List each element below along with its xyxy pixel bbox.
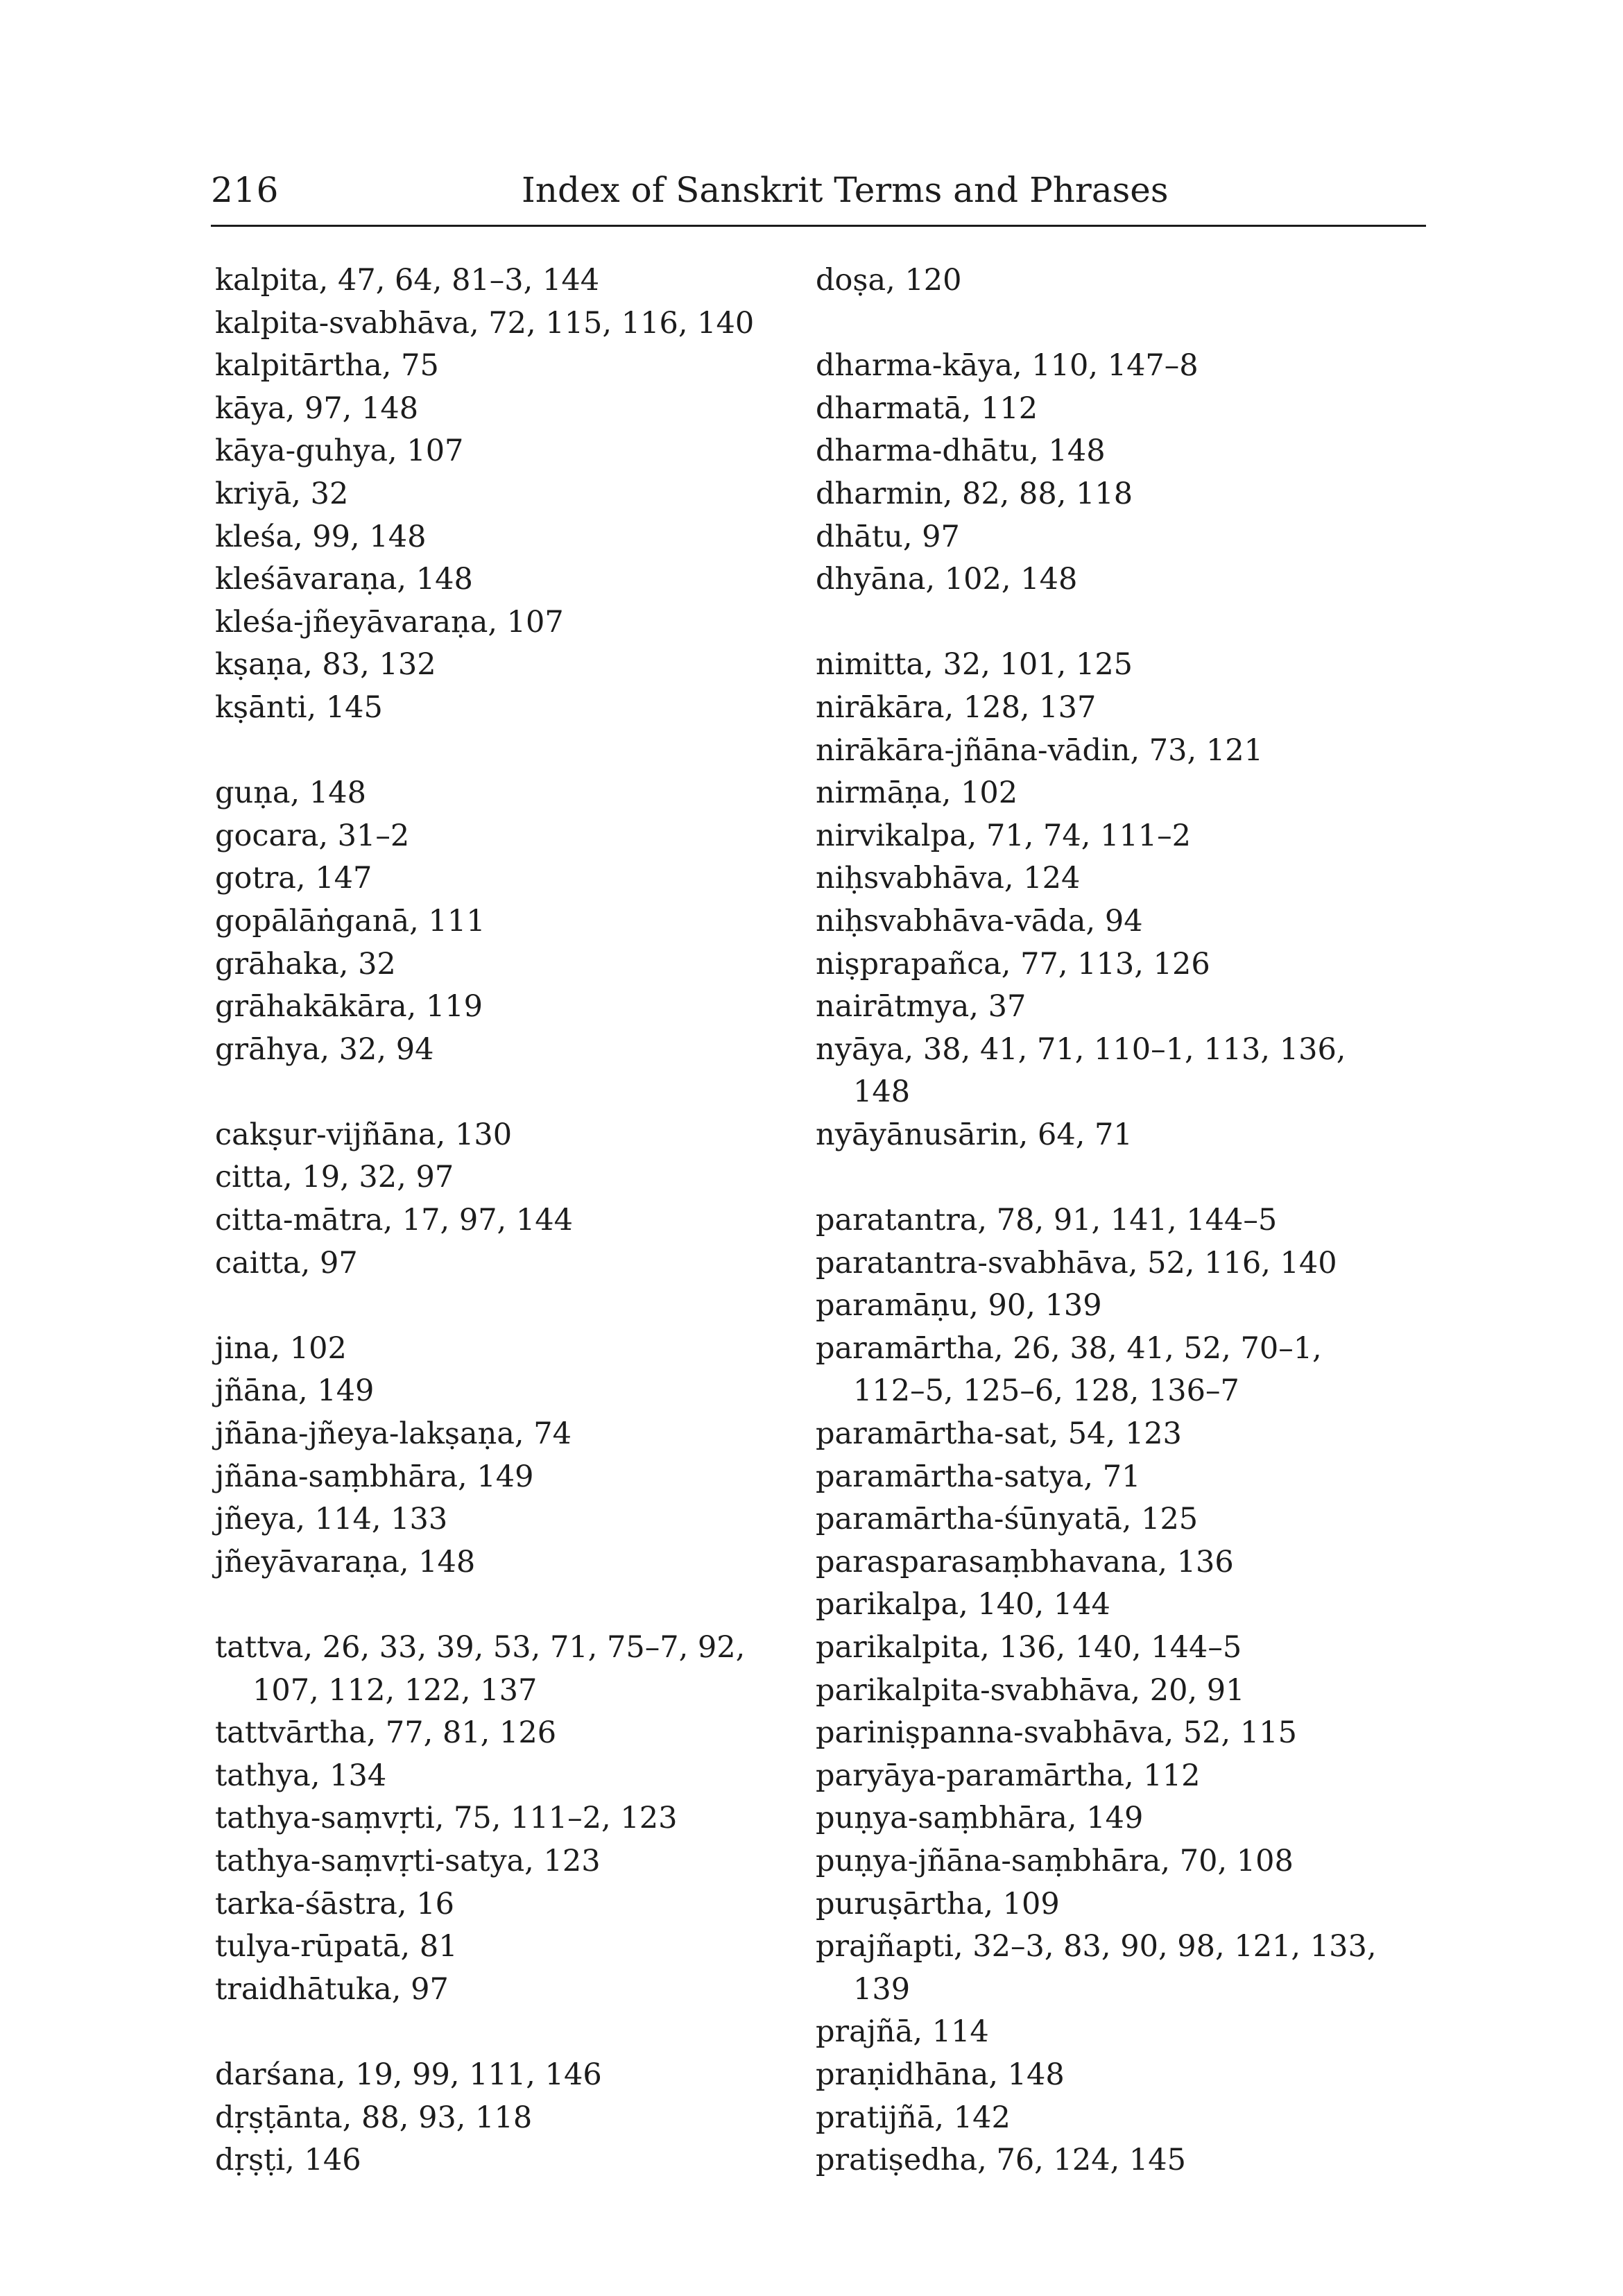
index-letter-group (816, 345, 1426, 601)
index-entry: puṇya-saṃbhāra, 149 (816, 1801, 1144, 1836)
index-entry: caitta, 97 (215, 1245, 358, 1280)
index-entry: pratijñā, 142 (816, 2100, 1011, 2135)
index-entry: paramārtha, 26, 38, 41, 52, 70–1, (816, 1330, 1322, 1366)
group-spacer (215, 2011, 812, 2054)
index-entry-continuation: 148 (853, 1074, 911, 1110)
index-entry: kalpitārtha, 75 (215, 348, 439, 384)
group-spacer (215, 730, 812, 773)
index-entry: grāhaka, 32 (215, 946, 396, 982)
index-entry: praṇidhāna, 148 (816, 2057, 1065, 2092)
index-entry: tulya-rūpatā, 81 (215, 1929, 458, 1964)
index-entry: traidhātuka, 97 (215, 1971, 449, 2007)
running-title: Index of Sanskrit Terms and Phrases (522, 170, 1169, 210)
index-letter-group (816, 259, 1426, 302)
index-entry: prajñapti, 32–3, 83, 90, 98, 121, 133, (816, 1929, 1377, 1964)
index-entry: puruṣārtha, 109 (816, 1886, 1060, 1921)
index-entry: nirmāṇa, 102 (816, 776, 1018, 811)
index-column-right (816, 259, 1426, 2182)
header-rule (211, 225, 1426, 227)
index-entry: grāhakākāra, 119 (215, 989, 483, 1025)
index-entry: parasparasaṃbhavana, 136 (816, 1544, 1234, 1579)
index-entry: parikalpa, 140, 144 (816, 1587, 1110, 1622)
index-entry: niḥsvabhāva-vāda, 94 (816, 903, 1143, 939)
index-entry: paramārtha-satya, 71 (816, 1459, 1141, 1494)
page-number: 216 (211, 170, 280, 210)
index-entry: niṣprapañca, 77, 113, 126 (816, 946, 1210, 982)
index-letter-group (215, 1114, 812, 1285)
index-entry: darśana, 19, 99, 111, 146 (215, 2057, 602, 2092)
index-entry: prajñā, 114 (816, 2014, 989, 2050)
index-entry: tathya-saṃvṛti-satya, 123 (215, 1843, 601, 1878)
index-entry: jñeya, 114, 133 (215, 1502, 448, 1537)
index-entry: parikalpita-svabhāva, 20, 91 (816, 1672, 1245, 1708)
index-entry: tathya-saṃvṛti, 75, 111–2, 123 (215, 1801, 678, 1836)
index-entry: pratiṣedha, 76, 124, 145 (816, 2143, 1186, 2178)
index-entry: cakṣur-vijñāna, 130 (215, 1117, 513, 1152)
index-entry: dharmin, 82, 88, 118 (816, 476, 1133, 511)
group-spacer (215, 1071, 812, 1114)
index-entry: kriyā, 32 (215, 476, 349, 511)
index-entry: tarka-śāstra, 16 (215, 1886, 454, 1921)
index-letter-group (816, 1199, 1426, 2182)
group-spacer (215, 1285, 812, 1328)
index-entry: dṛṣṭi, 146 (215, 2143, 361, 2178)
index-entry: nirākāra, 128, 137 (816, 689, 1097, 725)
index-entry: puṇya-jñāna-saṃbhāra, 70, 108 (816, 1843, 1294, 1878)
index-entry: kāya, 97, 148 (215, 391, 419, 426)
index-entry-continuation: 139 (853, 1971, 911, 2007)
index-entry: dharmatā, 112 (816, 391, 1038, 426)
index-entry: tattva, 26, 33, 39, 53, 71, 75–7, 92, (215, 1630, 746, 1665)
group-spacer (816, 302, 1426, 345)
index-entry-continuation: 112–5, 125–6, 128, 136–7 (853, 1373, 1239, 1409)
index-entry: kalpita, 47, 64, 81–3, 144 (215, 263, 600, 298)
index-entry: paryāya-paramārtha, 112 (816, 1758, 1201, 1793)
index-entry: gopālāṅganā, 111 (215, 903, 486, 939)
index-entry: paramārtha-śūnyatā, 125 (816, 1502, 1199, 1537)
index-entry-continuation: 107, 112, 122, 137 (252, 1672, 538, 1708)
group-spacer (816, 601, 1426, 644)
index-entry: grāhya, 32, 94 (215, 1031, 434, 1067)
index-entry: nirākāra-jñāna-vādin, 73, 121 (816, 733, 1263, 768)
index-entry: kleśāvaraṇa, 148 (215, 562, 473, 597)
index-entry: nirvikalpa, 71, 74, 111–2 (816, 818, 1192, 853)
index-entry: parikalpita, 136, 140, 144–5 (816, 1630, 1242, 1665)
index-entry: niḥsvabhāva, 124 (816, 861, 1081, 896)
index-entry: doṣa, 120 (816, 263, 962, 298)
index-entry: dhyāna, 102, 148 (816, 562, 1078, 597)
index-column-left (215, 259, 812, 2182)
index-entry: kleśa-jñeyāvaraṇa, 107 (215, 604, 564, 640)
index-entry: nimitta, 32, 101, 125 (816, 647, 1133, 683)
index-entry: kleśa, 99, 148 (215, 519, 427, 554)
index-entry: guṇa, 148 (215, 776, 366, 811)
index-letter-group (215, 1328, 812, 1584)
index-entry: tathya, 134 (215, 1758, 387, 1793)
index-entry: kṣaṇa, 83, 132 (215, 647, 436, 683)
index-entry: citta-mātra, 17, 97, 144 (215, 1203, 573, 1238)
index-entry: nyāyānusārin, 64, 71 (816, 1117, 1133, 1152)
index-entry: pariniṣpanna-svabhāva, 52, 115 (816, 1715, 1297, 1751)
index-entry: paratantra-svabhāva, 52, 116, 140 (816, 1245, 1337, 1280)
page-header (211, 165, 1426, 215)
index-entry: nyāya, 38, 41, 71, 110–1, 113, 136, (816, 1031, 1346, 1067)
index-entry: jñāna, 149 (215, 1373, 375, 1409)
index-entry: kāya-guhya, 107 (215, 434, 464, 469)
index-entry: citta, 19, 32, 97 (215, 1160, 454, 1195)
index-entry: kṣānti, 145 (215, 689, 383, 725)
index-letter-group (215, 2054, 812, 2182)
index-entry: tattvārtha, 77, 81, 126 (215, 1715, 557, 1751)
index-letter-group (816, 644, 1426, 1156)
index-entry: kalpita-svabhāva, 72, 115, 116, 140 (215, 305, 755, 341)
index-entry: jñeyāvaraṇa, 148 (215, 1544, 476, 1579)
index-entry: dharma-kāya, 110, 147–8 (816, 348, 1199, 384)
index-entry: nairātmya, 37 (816, 989, 1027, 1025)
index-entry: gocara, 31–2 (215, 818, 410, 853)
index-entry: jñāna-saṃbhāra, 149 (215, 1459, 534, 1494)
index-entry: gotra, 147 (215, 861, 372, 896)
index-entry: jñāna-jñeya-lakṣaṇa, 74 (215, 1416, 572, 1452)
index-entry: paramārtha-sat, 54, 123 (816, 1416, 1182, 1452)
index-entry: dṛṣṭānta, 88, 93, 118 (215, 2100, 533, 2135)
index-entry: dharma-dhātu, 148 (816, 434, 1106, 469)
index-entry: dhātu, 97 (816, 519, 960, 554)
index-letter-group (215, 259, 812, 730)
group-spacer (816, 1156, 1426, 1199)
index-entry: paramāṇu, 90, 139 (816, 1288, 1102, 1323)
group-spacer (215, 1584, 812, 1627)
index-entry: paratantra, 78, 91, 141, 144–5 (816, 1203, 1278, 1238)
index-entry: jina, 102 (215, 1330, 347, 1366)
index-letter-group (215, 1627, 812, 2011)
index-letter-group (215, 772, 812, 1071)
